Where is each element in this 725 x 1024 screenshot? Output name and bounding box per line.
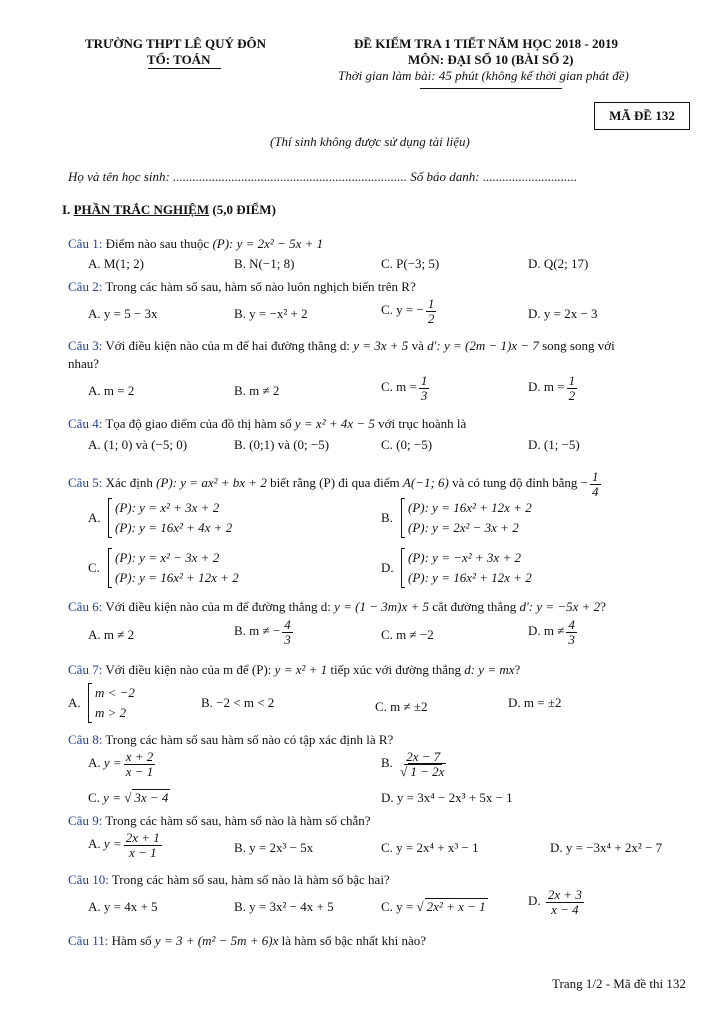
q5-option-a-label[interactable]: A.: [88, 510, 101, 525]
question-2: Câu 2: Trong các hàm số sau, hàm số nào luôn nghịch biến trên R?: [68, 279, 416, 294]
question-5: Câu 5: Xác định (P): y = ax² + bx + 2 biết rằng (P) đi qua điểm A(−1; 6) và có tung độ đỉnh bằng − $\frac{1}{4}$: [68, 469, 599, 499]
group-name: TỔ: TOÁN: [147, 52, 211, 67]
q9-option-a[interactable]: A. y = $\frac{2x + 1}{x - 1}$: [88, 830, 160, 860]
q5-fraction: $\frac{1}{4}$: [592, 469, 599, 499]
q8-option-d[interactable]: D. y = 3x⁴ − 2x³ + 5x − 1: [381, 790, 513, 805]
q1-option-c[interactable]: C. P(−3; 5): [381, 256, 440, 271]
q7-option-b[interactable]: B. −2 < m < 2: [201, 695, 275, 710]
q4-option-a[interactable]: A. (1; 0) và (−5; 0): [88, 437, 188, 452]
q7-option-a-label[interactable]: A.: [68, 695, 81, 710]
q4-option-d[interactable]: D. (1; −5): [528, 437, 580, 452]
time-underline: [420, 88, 562, 89]
section-title: I. PHẦN TRẮC NGHIỆM (5,0 ĐIỂM): [62, 202, 276, 217]
q10-option-a[interactable]: A. y = 4x + 5: [88, 899, 158, 914]
question-8: Câu 8: Trong các hàm số sau hàm số nào có tập xác định là R?: [68, 732, 394, 747]
q2-c-fraction: $\frac{1}{2}$: [427, 296, 435, 326]
exam-title: ĐỀ KIỂM TRA 1 TIẾT NĂM HỌC 2018 - 2019: [354, 36, 619, 51]
no-materials-note: (Thí sinh không được sử dụng tài liệu): [270, 134, 470, 149]
q3-option-d[interactable]: D. m = $\frac{1}{2}$: [528, 373, 576, 403]
q6-b-fraction: $\frac{4}{3}$: [284, 617, 291, 647]
q1-option-d[interactable]: D. Q(2; 17): [528, 256, 589, 271]
question-9: Câu 9: Trong các hàm số sau, hàm số nào là hàm số chẵn?: [68, 813, 371, 828]
q6-option-a[interactable]: A. m ≠ 2: [88, 627, 135, 642]
q3-option-c[interactable]: C. m = $\frac{1}{3}$: [381, 373, 428, 403]
q5-option-b-system[interactable]: (P): y = 16x² + 12x + 2 (P): y = 2x² − 3x + 2: [401, 498, 532, 538]
q6-option-b[interactable]: B. m ≠ − $\frac{4}{3}$: [234, 617, 291, 647]
q10-d-fraction: $\frac{2x + 3}{x - 4}$: [547, 887, 582, 917]
question-10: Câu 10: Trong các hàm số sau, hàm số nào là hàm số bậc hai?: [68, 872, 390, 887]
q10-option-d[interactable]: D. $\frac{2x + 3}{x - 4}$: [528, 887, 582, 917]
q1-option-a[interactable]: A. M(1; 2): [88, 256, 144, 271]
question-3: Câu 3: Với điều kiện nào của m để hai đường thẳng d: y = 3x + 5 và d': y = (2m − 1)x − 7 song song với: [68, 338, 615, 353]
q8-option-b[interactable]: B. $\frac{2x - 7}{√ 1 - 2x}$: [381, 750, 450, 778]
page-footer: Trang 1/2 - Mã đề thi 132: [552, 976, 686, 991]
exam-time: Thời gian làm bài: 45 phút (không kể thời gian phát đề): [338, 68, 629, 83]
q5-option-a-system[interactable]: (P): y = x² + 3x + 2 (P): y = 16x² + 4x + 2: [108, 498, 232, 538]
exam-code-box: MÃ ĐỀ 132: [594, 102, 690, 130]
q2-option-c[interactable]: C. y = − $\frac{1}{2}$: [381, 296, 435, 326]
q3-option-a[interactable]: A. m = 2: [88, 383, 135, 398]
q9-option-c[interactable]: C. y = 2x⁴ + x³ − 1: [381, 840, 479, 855]
exam-subject: MÔN: ĐẠI SỐ 10 (BÀI SỐ 2): [408, 52, 574, 67]
school-name: TRƯỜNG THPT LÊ QUÝ ĐÔN: [85, 36, 267, 51]
q5-option-d-system[interactable]: (P): y = −x² + 3x + 2 (P): y = 16x² + 12x + 2: [401, 548, 532, 588]
student-info-line: Họ và tên học sinh: ........................................................................ Số báo danh: .............................: [68, 169, 578, 184]
q6-option-d[interactable]: D. m ≠ $\frac{4}{3}$: [528, 617, 575, 647]
q2-option-a[interactable]: A. y = 5 − 3x: [88, 306, 158, 321]
group-underline: [148, 68, 221, 69]
question-7: Câu 7: Với điều kiện nào của m để (P): y = x² + 1 tiếp xúc với đường thẳng d: y = mx?: [68, 662, 521, 677]
q8-option-a[interactable]: A. y = $\frac{x + 2}{x - 1}$: [88, 749, 154, 779]
q2-option-d[interactable]: D. y = 2x − 3: [528, 306, 598, 321]
question-11: Câu 11: Hàm số y = 3 + (m² − 5m + 6)x là hàm số bậc nhất khi nào?: [68, 933, 427, 948]
q5-option-d-label[interactable]: D.: [381, 560, 394, 575]
q4-option-b[interactable]: B. (0;1) và (0; −5): [234, 437, 330, 452]
q4-option-c[interactable]: C. (0; −5): [381, 437, 433, 452]
q8-a-fraction: $\frac{x + 2}{x - 1}$: [125, 749, 154, 779]
question-6: Câu 6: Với điều kiện nào của m để đường thẳng d: y = (1 − 3m)x + 5 cắt đường thẳng d': y = −5x + 2?: [68, 599, 606, 614]
q6-option-c[interactable]: C. m ≠ −2: [381, 627, 434, 642]
q3-option-b[interactable]: B. m ≠ 2: [234, 383, 280, 398]
q7-option-a-system[interactable]: m < −2 m > 2: [88, 683, 135, 723]
q5-option-c-system[interactable]: (P): y = x² − 3x + 2 (P): y = 16x² + 12x + 2: [108, 548, 239, 588]
question-1: Câu 1: Điểm nào sau thuộc (P): y = 2x² − 5x + 1: [68, 236, 324, 251]
q7-option-c[interactable]: C. m ≠ ±2: [375, 699, 428, 714]
sqrt-symbol: √: [124, 790, 132, 805]
q8-option-c[interactable]: C. y = √ 3x − 4: [88, 790, 169, 805]
sqrt-symbol: √: [416, 899, 424, 914]
q7-option-d[interactable]: D. m = ±2: [508, 695, 562, 710]
q6-d-fraction: $\frac{4}{3}$: [568, 617, 575, 647]
question-3-line2: nhau?: [68, 356, 100, 371]
q10-option-b[interactable]: B. y = 3x² − 4x + 5: [234, 899, 334, 914]
sqrt-symbol: √: [400, 763, 408, 779]
q5-option-b-label[interactable]: B.: [381, 510, 393, 525]
q5-option-c-label[interactable]: C.: [88, 560, 100, 575]
q1-option-b[interactable]: B. N(−1; 8): [234, 256, 295, 271]
q8-b-fraction: $\frac{2x - 7}{√ 1 - 2x}$: [400, 749, 445, 779]
q9-option-b[interactable]: B. y = 2x³ − 5x: [234, 840, 314, 855]
q9-a-fraction: $\frac{2x + 1}{x - 1}$: [125, 830, 160, 860]
q3-c-fraction: $\frac{1}{3}$: [420, 373, 428, 403]
q9-option-d[interactable]: D. y = −3x⁴ + 2x² − 7: [550, 840, 663, 855]
question-4: Câu 4: Tọa độ giao điểm của đồ thị hàm số y = x² + 4x − 5 với trục hoành là: [68, 416, 467, 431]
q2-option-b[interactable]: B. y = −x² + 2: [234, 306, 308, 321]
q10-option-c[interactable]: C. y = √ 2x² + x − 1: [381, 899, 486, 914]
q3-d-fraction: $\frac{1}{2}$: [568, 373, 576, 403]
